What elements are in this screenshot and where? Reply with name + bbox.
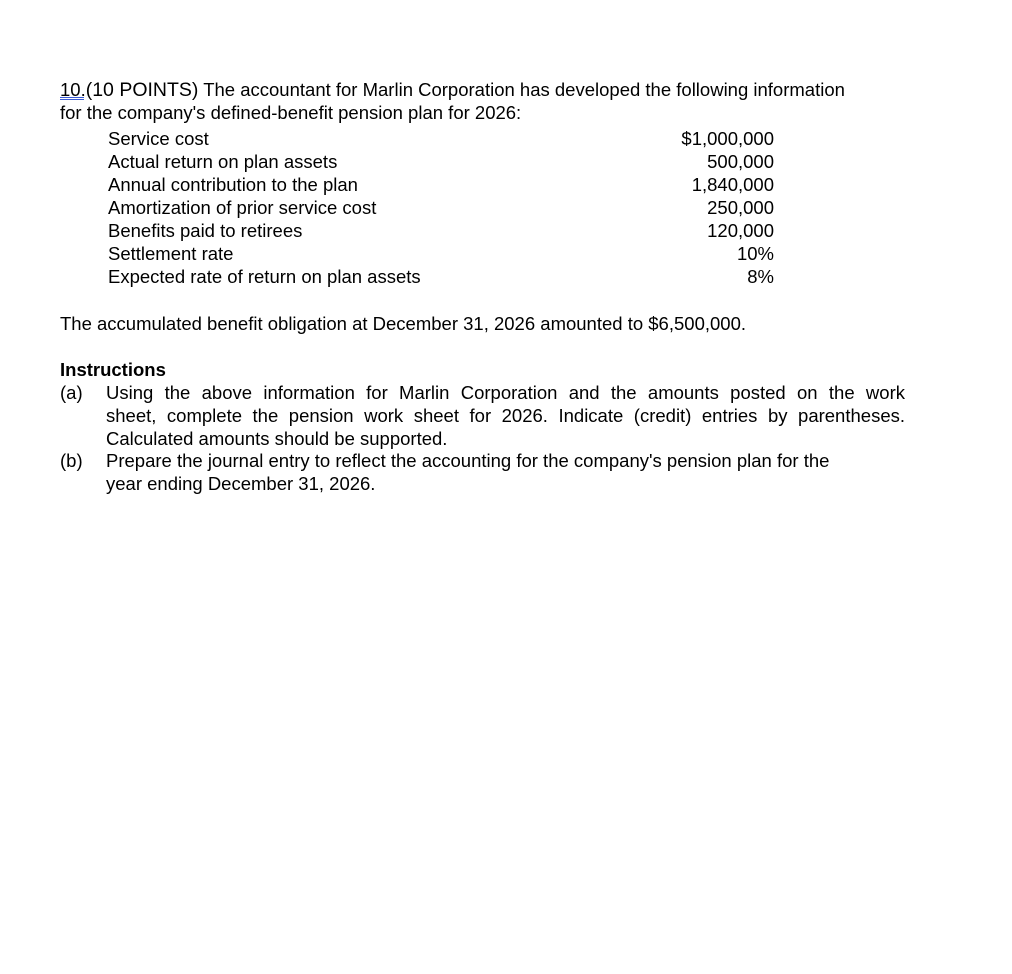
pension-row-value: 120,000 [707, 220, 774, 241]
instruction-line: Prepare the journal entry to reflect the accounting for the company's pension plan for the [106, 450, 830, 471]
pension-row-value: 1,840,000 [691, 174, 774, 195]
pension-row [108, 196, 774, 219]
question-intro-line-2: for the company's defined-benefit pension plan for 2026: [60, 102, 522, 123]
instruction-line: year ending December 31, 2026. [106, 473, 376, 494]
pension-row [108, 242, 774, 265]
pension-row-label: Expected rate of return on plan assets [108, 266, 421, 287]
pension-row [108, 173, 774, 196]
question-number: 10. [60, 79, 86, 100]
pension-row-label: Service cost [108, 128, 209, 149]
pension-row [108, 150, 774, 173]
instruction-text [106, 381, 905, 450]
pension-row-label: Benefits paid to retirees [108, 220, 303, 241]
question-points: (10 POINTS) [85, 79, 199, 101]
pension-row-label: Settlement rate [108, 243, 234, 264]
instruction-line: sheet, complete the pension work sheet for 2026. Indicate (credit) entries by parentheses. [106, 405, 905, 426]
pension-row-value: $1,000,000 [681, 128, 774, 149]
pension-row-value: 250,000 [707, 197, 774, 218]
instruction-line: Calculated amounts should be supported. [106, 428, 448, 449]
instruction-item-b [60, 449, 905, 495]
instruction-item-a [60, 381, 905, 450]
pension-row [108, 265, 774, 288]
pension-row-value: 500,000 [707, 151, 774, 172]
pension-row-label: Actual return on plan assets [108, 151, 338, 172]
abo-statement: The accumulated benefit obligation at December 31, 2026 amounted to $6,500,000. [60, 313, 746, 334]
question-intro-text: The accountant for Marlin Corporation has developed the following information [198, 79, 845, 100]
instruction-marker: (a) [60, 382, 83, 403]
pension-row-label: Amortization of prior service cost [108, 197, 377, 218]
pension-row-label: Annual contribution to the plan [108, 174, 358, 195]
instructions-heading: Instructions [60, 359, 166, 380]
question-intro-line-1 [60, 78, 845, 102]
pension-row-value: 8% [747, 266, 774, 287]
instruction-line: Using the above information for Marlin Corporation and the amounts posted on the work [106, 382, 905, 403]
pension-row [108, 219, 774, 242]
pension-row-value: 10% [736, 243, 774, 264]
pension-data-table [108, 127, 774, 288]
instruction-text [106, 449, 905, 495]
pension-row [108, 127, 774, 150]
spellcheck-underline [60, 97, 84, 100]
instruction-marker: (b) [60, 450, 83, 471]
